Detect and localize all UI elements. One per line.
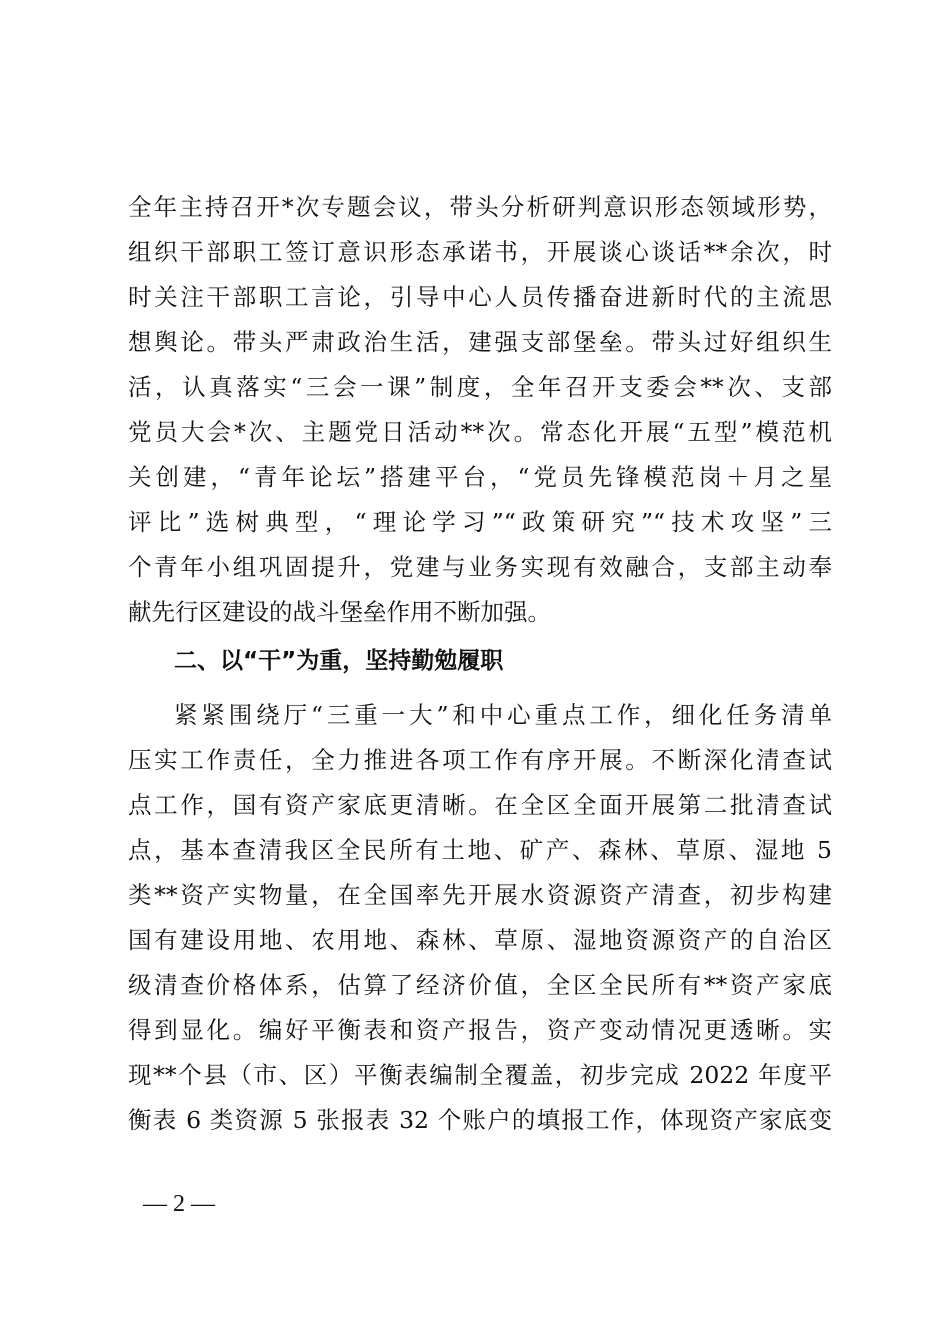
paragraph-line: 想舆论。带头严肃政治生活，建强支部堡垒。带头过好组织生 <box>128 328 832 356</box>
paragraph-line: 压实工作责任，全力推进各项工作有序开展。不断深化清查试 <box>128 746 832 774</box>
paragraph-line: 紧紧围绕厅“三重一大”和中心重点工作，细化任务清单 <box>174 701 832 729</box>
paragraph-line: 点，基本查清我区全民所有土地、矿产、森林、草原、湿地 5 <box>128 836 832 864</box>
paragraph-line: 个青年小组巩固提升，党建与业务实现有效融合，支部主动奉 <box>128 553 832 581</box>
paragraph-line: 级清查价格体系，估算了经济价值，全区全民所有**资产家底 <box>128 971 832 999</box>
paragraph-line: 关创建，“青年论坛”搭建平台，“党员先锋模范岗＋月之星 <box>128 463 832 491</box>
paragraph-line: 时关注干部职工言论，引导中心人员传播奋进新时代的主流思 <box>128 283 832 311</box>
paragraph-line: 现**个县（市、区）平衡表编制全覆盖，初步完成 2022 年度平 <box>128 1061 832 1089</box>
page-number: — 2 — <box>143 1191 215 1217</box>
paragraph-line: 组织干部职工签订意识形态承诺书，开展谈心谈话**余次，时 <box>128 238 832 266</box>
paragraph-line: 全年主持召开*次专题会议，带头分析研判意识形态领域形势， <box>128 193 832 221</box>
paragraph-line: 国有建设用地、农用地、森林、草原、湿地资源资产的自治区 <box>128 926 832 954</box>
paragraph-line: 评比”选树典型，“理论学习”“政策研究”“技术攻坚”三 <box>128 508 832 536</box>
paragraph-line: 衡表 6 类资源 5 张报表 32 个账户的填报工作，体现资产家底变 <box>128 1106 832 1134</box>
paragraph-line: 活，认真落实“三会一课”制度，全年召开支委会**次、支部 <box>128 373 832 401</box>
paragraph-line: 点工作，国有资产家底更清晰。在全区全面开展第二批清查试 <box>128 791 832 819</box>
paragraph-line: 类**资产实物量，在全国率先开展水资源资产清查，初步构建 <box>128 881 832 909</box>
paragraph-line: 献先行区建设的战斗堡垒作用不断加强。 <box>128 598 551 626</box>
section-heading: 二、以“干”为重，坚持勤勉履职 <box>174 648 504 674</box>
paragraph-line: 得到显化。编好平衡表和资产报告，资产变动情况更透晰。实 <box>128 1016 832 1044</box>
paragraph-line: 党员大会*次、主题党日活动**次。常态化开展“五型”模范机 <box>128 418 832 446</box>
